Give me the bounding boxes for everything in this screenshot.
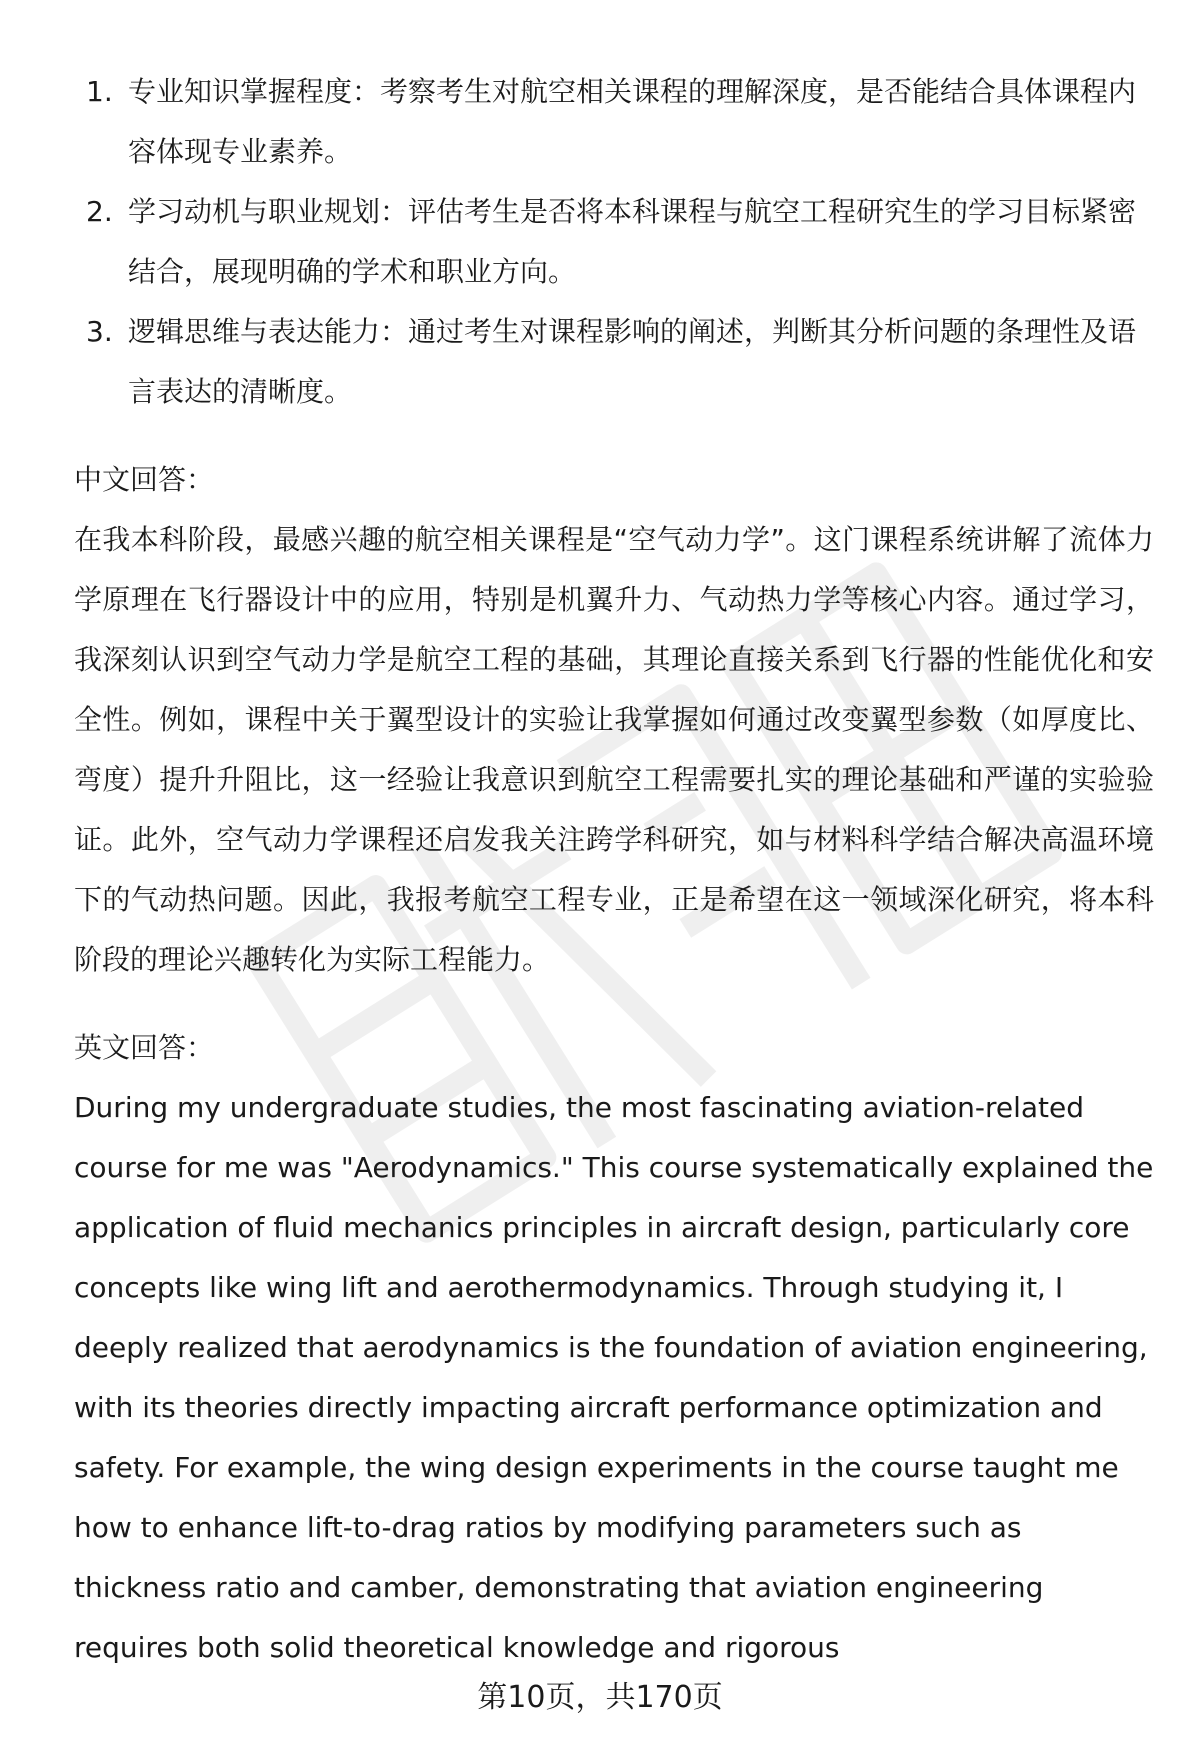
page-number: 第10页，共170页	[477, 1680, 723, 1715]
criteria-number: 2.	[86, 195, 113, 228]
criteria-text: 专业知识掌握程度：考察考生对航空相关课程的理解深度，是否能结合具体课程内容体现专业素养。	[128, 75, 1137, 168]
english-answer-heading: 英文回答：	[74, 1031, 215, 1064]
criteria-number: 3.	[86, 315, 113, 348]
english-answer-body: During my undergraduate studies, the most fascinating aviation-related course for me was "Aerodynamics." This course systematically explained the application of fluid mechanics principles in aircraft design, particularly core concepts like wing lift and aerothermodynamics. Through studying it, I deeply realized that aerodynamics is the foundation of aviation engineering, with its theories directly impacting aircraft performance optimization and safety. For example, the wing design experiments in the course taught me how to enhance lift-to-drag ratios by modifying parameters such as thickness ratio and camber, demonstrating that aviation engineering requires both solid theoretical knowledge and rigorous	[74, 1091, 1154, 1664]
criteria-text: 逻辑思维与表达能力：通过考生对课程影响的阐述，判断其分析问题的条理性及语言表达的清晰度。	[128, 315, 1137, 408]
page-content	[74, 62, 1154, 1678]
criteria-item	[74, 62, 1154, 182]
criteria-list	[74, 62, 1154, 422]
criteria-item	[74, 182, 1154, 302]
criteria-number: 1.	[86, 75, 113, 108]
chinese-answer-heading: 中文回答：	[74, 463, 215, 496]
chinese-answer-body: 在我本科阶段，最感兴趣的航空相关课程是“空气动力学”。这门课程系统讲解了流体力学原理在飞行器设计中的应用，特别是机翼升力、气动热力学等核心内容。通过学习，我深刻认识到空气动力学是航空工程的基础，其理论直接关系到飞行器的性能优化和安全性。例如，课程中关于翼型设计的实验让我掌握如何通过改变翼型参数（如厚度比、弯度）提升升阻比，这一经验让我意识到航空工程需要扎实的理论基础和严谨的实验验证。此外，空气动力学课程还启发我关注跨学科研究，如与材料科学结合解决高温环境下的气动热问题。因此，我报考航空工程专业，正是希望在这一领域深化研究，将本科阶段的理论兴趣转化为实际工程能力。	[74, 523, 1154, 976]
criteria-item	[74, 302, 1154, 422]
criteria-text: 学习动机与职业规划：评估考生是否将本科课程与航空工程研究生的学习目标紧密结合，展现明确的学术和职业方向。	[128, 195, 1137, 288]
